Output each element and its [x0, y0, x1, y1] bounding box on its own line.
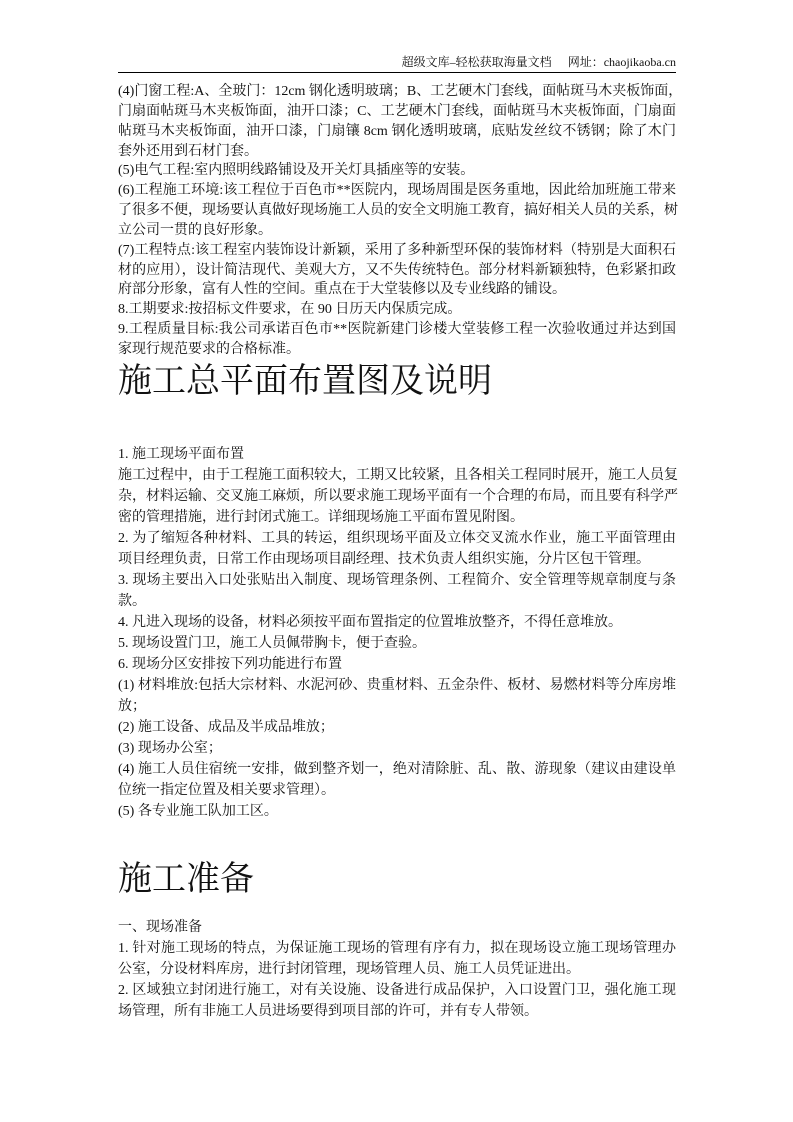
header-rule: [118, 72, 676, 73]
text-line: 9.工程质量目标:我公司承诺百色市**医院新建门诊楼大堂装修工程一次验收通过并达到国: [118, 322, 676, 338]
text-line: 3. 现场主要出入口处张贴出入制度、现场管理条例、工程简介、安全管理等规章制度与条: [118, 573, 676, 588]
text-line: 门扇面帖斑马木夹板饰面，油开口漆；C、工艺硬木门套线，面帖斑马木夹板饰面，门扇面: [118, 103, 676, 119]
text-line: 立公司一贯的良好形象。: [118, 222, 272, 238]
paragraph: [118, 654, 676, 675]
text-line: (1) 材料堆放:包括大宗材料、水泥河砂、贵重材料、五金杂件、板材、易燃材料等分库房堆: [118, 678, 676, 693]
text-line: 1. 针对施工现场的特点，为保证施工现场的管理有序有力，拟在现场设立施工现场管理办: [118, 941, 676, 956]
text-line: 套外还用到石材门套。: [118, 143, 258, 159]
paragraph: [118, 161, 676, 181]
paragraph: [118, 570, 676, 612]
text-line: 项目经理负责，日常工作由现场项目副经理、技术负责人组织实施，分片区包干管理。: [118, 552, 650, 567]
paragraph: [118, 241, 676, 301]
paragraph: [118, 633, 676, 654]
paragraph: [118, 465, 676, 528]
text-line: 材的应用），设计简洁现代、美观大方，又不失传统特色。部分材料新颖独特，色彩紧扣政: [118, 262, 676, 278]
text-line: 放；: [118, 699, 146, 714]
paragraph: [118, 612, 676, 633]
text-line: 2. 区域独立封闭进行施工，对有关设施、设备进行成品保护，入口设置门卫，强化施工现: [118, 983, 676, 998]
paragraph: [118, 717, 676, 738]
paragraph: [118, 675, 676, 717]
text-line: 8.工期要求:按招标文件要求，在 90 日历天内保质完成。: [118, 302, 462, 318]
text-line: 帖斑马木夹板饰面，油开口漆，门扇镶 8cm 钢化透明玻璃，底贴发丝纹不锈钢；除了木门: [118, 123, 676, 139]
text-line: 1. 施工现场平面布置: [118, 447, 244, 462]
text-line: (3) 现场办公室；: [118, 741, 222, 756]
text-line: (5) 各专业施工队加工区。: [118, 804, 278, 819]
text-line: (5)电气工程:室内照明线路铺设及开关灯具插座等的安装。: [118, 163, 475, 179]
page-header: [118, 55, 676, 70]
header-site-url: 网址：chaojikaoba.cn: [567, 55, 676, 69]
heading-site-layout: 施工总平面布置图及说明: [118, 363, 492, 400]
text-line: 施工过程中，由于工程施工面积较大，工期又比较紧，且各相关工程同时展开，施工人员复: [118, 468, 678, 483]
text-line: 款。: [118, 594, 146, 609]
text-line: (4) 施工人员住宿统一安排，做到整齐划一，绝对清除脏、乱、散、游现象（建议由建设单: [118, 762, 676, 777]
section-construction-prep: [118, 917, 676, 1022]
text-line: 家现行规范要求的合格标准。: [118, 341, 300, 357]
text-line: 杂，材料运输、交叉施工麻烦，所以要求施工现场平面有一个合理的布局，而且要有科学严: [118, 489, 678, 504]
paragraph: [118, 738, 676, 759]
paragraph: [118, 320, 676, 360]
section-project-overview: [118, 82, 683, 360]
paragraph: [118, 938, 676, 980]
section-site-layout: [118, 444, 676, 822]
text-line: 府部分形象，富有人性的空间。重点在于大堂装修以及专业线路的铺设。: [118, 282, 566, 298]
text-line: 场管理，所有非施工人员进场要得到项目部的许可，并有专人带领。: [118, 1004, 538, 1019]
text-line: (4)门窗工程:A、全玻门：12cm 钢化透明玻璃；B、工艺硬木门套线，面帖斑马木夹板饰面，: [118, 84, 683, 99]
text-line: 位统一指定位置及相关要求管理）。: [118, 783, 335, 798]
paragraph: [118, 82, 683, 161]
paragraph: [118, 444, 676, 465]
text-line: 了很多不便，现场要认真做好现场施工人员的安全文明施工教育，搞好相关人员的关系，树: [118, 203, 678, 219]
text-line: (2) 施工设备、成品及半成品堆放；: [118, 720, 334, 735]
text-line: 2. 为了缩短各种材料、工具的转运，组织现场平面及立体交叉流水作业，施工平面管理由: [118, 531, 676, 546]
header-library-text: 超级文库–轻松获取海量文档: [401, 55, 552, 69]
text-line: 6. 现场分区安排按下列功能进行布置: [118, 657, 342, 672]
paragraph: [118, 980, 676, 1022]
text-line: 一、现场准备: [118, 920, 202, 935]
paragraph: [118, 759, 676, 801]
text-line: 4. 凡进入现场的设备，材料必须按平面布置指定的位置堆放整齐，不得任意堆放。: [118, 615, 622, 630]
text-line: (7)工程特点:该工程室内装饰设计新颖，采用了多种新型环保的装饰材料（特别是大面积石: [118, 242, 676, 258]
text-line: 公室，分设材料库房，进行封闭管理，现场管理人员、施工人员凭证进出。: [118, 962, 580, 977]
paragraph: [118, 528, 676, 570]
text-line: 5. 现场设置门卫，施工人员佩带胸卡，便于查验。: [118, 636, 426, 651]
text-line: (6)工程施工环境:该工程位于百色市**医院内，现场周围是医务重地，因此给加班施工带来: [118, 183, 676, 199]
paragraph: [118, 801, 676, 822]
paragraph: [118, 300, 676, 320]
heading-construction-prep: 施工准备: [118, 861, 254, 898]
paragraph: [118, 917, 676, 938]
paragraph: [118, 181, 676, 241]
text-line: 密的管理措施，进行封闭式施工。详细现场施工平面布置见附图。: [118, 510, 524, 525]
